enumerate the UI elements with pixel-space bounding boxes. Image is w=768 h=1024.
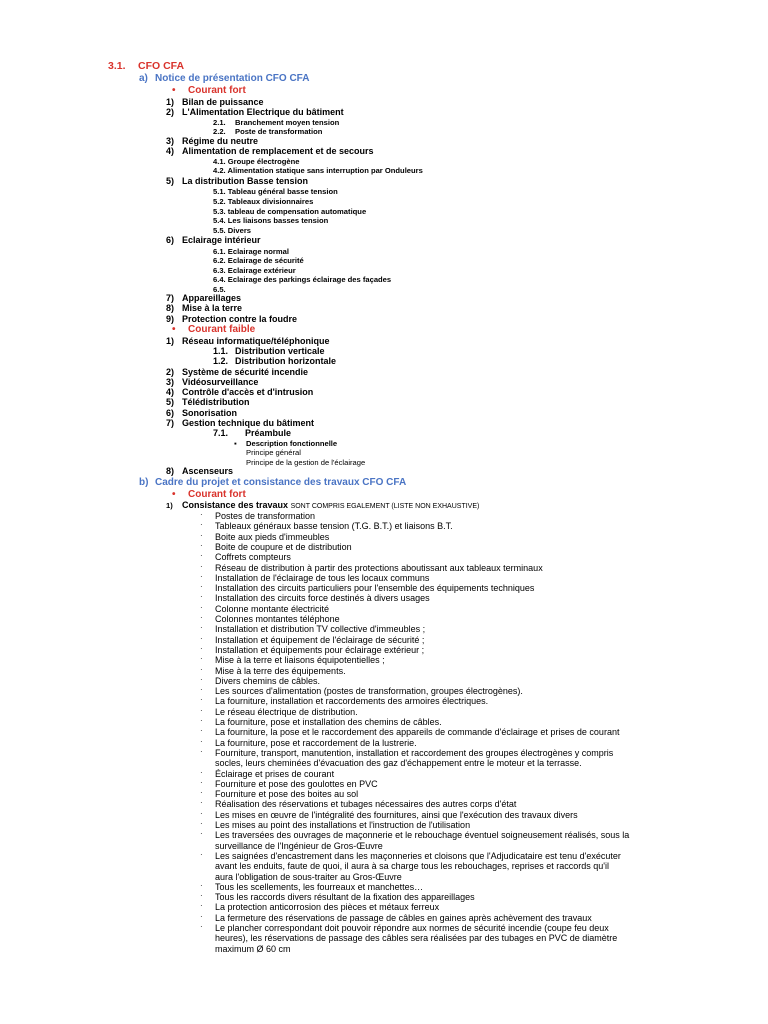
list-item: 6.2. Eclairage de sécurité bbox=[213, 256, 304, 265]
list-item: 4) Contrôle d'accès et d'intrusion bbox=[166, 387, 314, 397]
list-item: 6) Eclairage intérieur bbox=[166, 235, 261, 245]
bullet-icon: · bbox=[200, 808, 203, 818]
list-item: ▪ Description fonctionnelle bbox=[234, 439, 338, 448]
works-list-item: heures), les réservations de passage des câbles sera réalisées par des tubages en PVC de diamètre bbox=[215, 933, 618, 944]
bullet-icon: · bbox=[200, 540, 203, 550]
bullet-icon: · bbox=[200, 788, 203, 798]
works-list-item: Installation et équipements pour éclairage extérieur ; bbox=[215, 644, 425, 655]
works-list-item: Tous les scellements, les fourreaux et manchettes… bbox=[215, 881, 424, 892]
bullet-icon: · bbox=[200, 602, 203, 612]
list-item: 7.1. Préambule bbox=[213, 428, 292, 438]
courant-faible-label: Courant faible bbox=[188, 324, 256, 335]
bullet-icon: · bbox=[200, 891, 203, 901]
list-item: 7) Appareillages bbox=[166, 293, 242, 303]
list-item: 3) Vidéosurveillance bbox=[166, 377, 259, 387]
works-list-item: La fourniture, pose et raccordement de la lustrerie. bbox=[215, 737, 417, 748]
bullet-icon: · bbox=[200, 716, 203, 725]
list-item: 2.1. Branchement moyen tension bbox=[213, 118, 340, 127]
bullet-icon: · bbox=[200, 849, 203, 859]
bullet-icon: · bbox=[200, 592, 203, 602]
bullet-icon: • bbox=[172, 324, 176, 335]
works-list-item: Les mises en œuvre de l'intégralité des fournitures, ainsi que l'exécution des travaux divers bbox=[215, 809, 578, 820]
bullet-icon: · bbox=[200, 746, 203, 756]
bullet-icon: · bbox=[200, 829, 203, 839]
list-item: 1.1. Distribution verticale bbox=[213, 346, 325, 356]
list-item: 5.4. Les liaisons basses tension bbox=[213, 216, 329, 225]
list-item: 6.1. Eclairage normal bbox=[213, 247, 289, 256]
works-list-item: La protection anticorrosion des pièces et métaux ferreux bbox=[215, 902, 440, 913]
list-item: 4.2. Alimentation statique sans interruption par Onduleurs bbox=[213, 166, 423, 175]
courant-fort-heading-2 bbox=[172, 489, 246, 500]
list-item: 2.2. Poste de transformation bbox=[213, 127, 323, 136]
list-item: 6.5. bbox=[213, 285, 226, 294]
works-list-item: Installation et équipement de l'éclairage de sécurité ; bbox=[215, 634, 425, 645]
bullet-icon: · bbox=[200, 901, 203, 911]
works-list-item: Les saignées d'encastrement dans les maçonneries et cloisons que l'Adjudicataire est tenu d'exécuter bbox=[215, 850, 621, 861]
works-list-item: Les mises au point des installations et l'instruction de l'utilisation bbox=[215, 820, 471, 830]
bullet-icon: · bbox=[200, 685, 203, 695]
works-list-item: La fermeture des réservations de passage de câbles en gaines après achèvement des travaux bbox=[215, 912, 592, 923]
subsection-b-heading bbox=[139, 477, 406, 488]
bullet-icon: · bbox=[200, 571, 203, 581]
works-list-item: Boite aux pieds d'immeubles bbox=[215, 531, 330, 542]
bullet-icon: · bbox=[200, 510, 203, 519]
list-item: 1) Réseau informatique/téléphonique bbox=[166, 336, 330, 346]
subsection-a-heading bbox=[139, 73, 309, 84]
bullet-icon: · bbox=[200, 705, 203, 715]
bullet-icon: · bbox=[200, 911, 203, 921]
list-item: 7) Gestion technique du bâtiment bbox=[166, 418, 315, 428]
works-list-item: Mise à la terre des équipements. bbox=[215, 665, 346, 676]
courant-fort-heading bbox=[172, 85, 246, 96]
list-item: Principe général bbox=[246, 448, 301, 457]
list-item: 6.3. Eclairage extérieur bbox=[213, 266, 296, 275]
works-list-item: Boite de coupure et de distribution bbox=[215, 541, 352, 552]
works-list-item: Divers chemins de câbles. bbox=[215, 675, 321, 686]
works-list-item: avant les enduits, faute de quoi, il aura à sa charge tous les rebouchages, reprises et raccords qu'il bbox=[215, 861, 609, 872]
bullet-icon: · bbox=[200, 880, 203, 890]
bullet-icon: · bbox=[200, 726, 203, 736]
works-list-item: socles, leurs cheminées d'évacuation des gaz d'échappement entre le moteur et la terrasse. bbox=[215, 758, 582, 769]
list-item: 6) Sonorisation bbox=[166, 408, 238, 418]
courant-fort-label: Courant fort bbox=[188, 85, 246, 96]
section-number: 3.1. bbox=[108, 60, 126, 72]
list-item: 5) Télédistribution bbox=[166, 397, 250, 407]
works-list-item: La fourniture, la pose et le raccordement des appareils de commande d'éclairage et prises de courant bbox=[215, 727, 620, 738]
subsection-b-letter: b) bbox=[139, 477, 149, 488]
subsection-a-letter: a) bbox=[139, 73, 148, 84]
bullet-icon: · bbox=[200, 623, 203, 633]
list-item: 5.1. Tableau général basse tension bbox=[213, 187, 338, 196]
works-list-item: Réalisation des réservations et tubages nécessaires des autres corps d'état bbox=[215, 799, 517, 810]
bullet-icon: · bbox=[200, 520, 203, 530]
works-list-item: Colonnes montantes téléphone bbox=[215, 614, 340, 624]
bullet-icon: · bbox=[200, 798, 203, 808]
bullet-icon: · bbox=[200, 767, 203, 777]
works-list-item: Colonne montante électricité bbox=[215, 603, 330, 614]
works-list-item: maximum Ø 60 cm bbox=[215, 943, 291, 954]
list-item: 6.4. Eclairage des parkings éclairage des façades bbox=[213, 275, 392, 284]
bullet-icon: · bbox=[200, 777, 203, 787]
section-title: CFO CFA bbox=[138, 60, 185, 72]
works-list-item: Le plancher correspondant doit pouvoir répondre aux normes de sécurité incendie (coupe feu deux bbox=[215, 923, 609, 933]
works-list-item: Coffrets compteurs bbox=[215, 552, 291, 563]
list-item: 5.5. Divers bbox=[213, 226, 251, 235]
list-item: 3) Régime du neutre bbox=[166, 136, 259, 146]
list-item: 5.2. Tableaux divisionnaires bbox=[213, 197, 314, 206]
list-item: 8) Ascenseurs bbox=[166, 466, 234, 476]
bullet-icon: · bbox=[200, 582, 203, 592]
list-item: 5) La distribution Basse tension bbox=[166, 176, 309, 186]
list-item: 1.2. Distribution horizontale bbox=[213, 356, 336, 366]
list-item: 9) Protection contre la foudre bbox=[166, 314, 298, 324]
bullet-icon: · bbox=[200, 736, 203, 746]
list-item: 2) L'Alimentation Electrique du bâtiment bbox=[166, 107, 344, 117]
bullet-icon: • bbox=[172, 489, 176, 500]
bullet-icon: · bbox=[200, 819, 203, 828]
consistance-heading: 1) Consistance des travaux SONT COMPRIS EGALEMENT (LISTE NON EXHAUSTIVE) bbox=[166, 500, 480, 510]
subsection-a-title: Notice de présentation CFO CFA bbox=[155, 73, 310, 84]
bullet-icon: · bbox=[200, 922, 203, 931]
works-list-item: Fourniture et pose des boites au sol bbox=[215, 789, 359, 800]
works-list-item: Fourniture et pose des goulottes en PVC bbox=[215, 778, 378, 789]
courant-fort-label: Courant fort bbox=[188, 489, 246, 500]
works-list-item: Fourniture, transport, manutention, installation et raccordement des groupes électrogènes y compris bbox=[215, 747, 614, 758]
works-list-item: Installation des circuits particuliers pour l'ensemble des équipements techniques bbox=[215, 583, 535, 594]
works-list-item: Réseau de distribution à partir des protections aboutissant aux tableaux terminaux bbox=[215, 562, 543, 573]
works-list-item: Les traversées des ouvrages de maçonnerie et le rebouchage éventuel soigneusement réalisés, sous la bbox=[215, 830, 630, 841]
list-item: 5.3. tableau de compensation automatique bbox=[213, 207, 367, 216]
bullet-icon: · bbox=[200, 643, 203, 653]
bullet-icon: · bbox=[200, 633, 203, 643]
bullet-icon: • bbox=[172, 85, 176, 96]
bullet-icon: · bbox=[200, 674, 203, 684]
works-list-item: Mise à la terre et liaisons équipotentielles ; bbox=[215, 655, 385, 666]
bullet-icon: · bbox=[200, 551, 203, 561]
courant-faible-heading bbox=[172, 324, 255, 335]
list-item: 4.1. Groupe électrogène bbox=[213, 157, 300, 166]
bullet-icon: · bbox=[200, 613, 203, 622]
works-list-item: Le réseau électrique de distribution. bbox=[215, 706, 358, 717]
works-list-item: surveillance de l'Ingénieur de Gros-Œuvre bbox=[215, 840, 383, 851]
bullet-icon: · bbox=[200, 654, 203, 664]
works-list-item: Tous les raccords divers résultant de la fixation des appareillages bbox=[215, 892, 475, 903]
works-list-item: La fourniture, pose et installation des chemins de câbles. bbox=[215, 717, 442, 727]
list-item: 2) Système de sécurité incendie bbox=[166, 367, 309, 377]
works-list-item: Installation et distribution TV collective d'immeubles ; bbox=[215, 624, 426, 635]
works-list-item: Installation des circuits force destinés à divers usages bbox=[215, 593, 430, 604]
bullet-icon: · bbox=[200, 530, 203, 540]
subsection-b-title: Cadre du projet et consistance des travaux CFO CFA bbox=[155, 477, 407, 488]
list-item: 1) Bilan de puissance bbox=[166, 97, 264, 107]
list-item: 4) Alimentation de remplacement et de secours bbox=[166, 146, 374, 156]
works-list-item: aura l'obligation de sous-traiter au Gros-Œuvre bbox=[215, 871, 402, 882]
list-item: Principe de la gestion de l'éclairage bbox=[246, 458, 366, 467]
list-item: 8) Mise à la terre bbox=[166, 303, 243, 313]
works-list-item: Éclairage et prises de courant bbox=[215, 768, 335, 779]
works-list-item: Installation de l'éclairage de tous les locaux communs bbox=[215, 572, 430, 583]
bullet-icon: · bbox=[200, 561, 203, 571]
works-list-item: Les sources d'alimentation (postes de transformation, groupes électrogènes). bbox=[215, 686, 523, 697]
works-list-item: Postes de transformation bbox=[215, 511, 316, 521]
bullet-icon: · bbox=[200, 664, 203, 674]
works-list-item: Tableaux généraux basse tension (T.G. B.T.) et liaisons B.T. bbox=[215, 521, 453, 532]
bullet-icon: · bbox=[200, 695, 203, 705]
works-list-item: La fourniture, installation et raccordements des armoires électriques. bbox=[215, 696, 489, 707]
section-heading bbox=[108, 61, 184, 72]
